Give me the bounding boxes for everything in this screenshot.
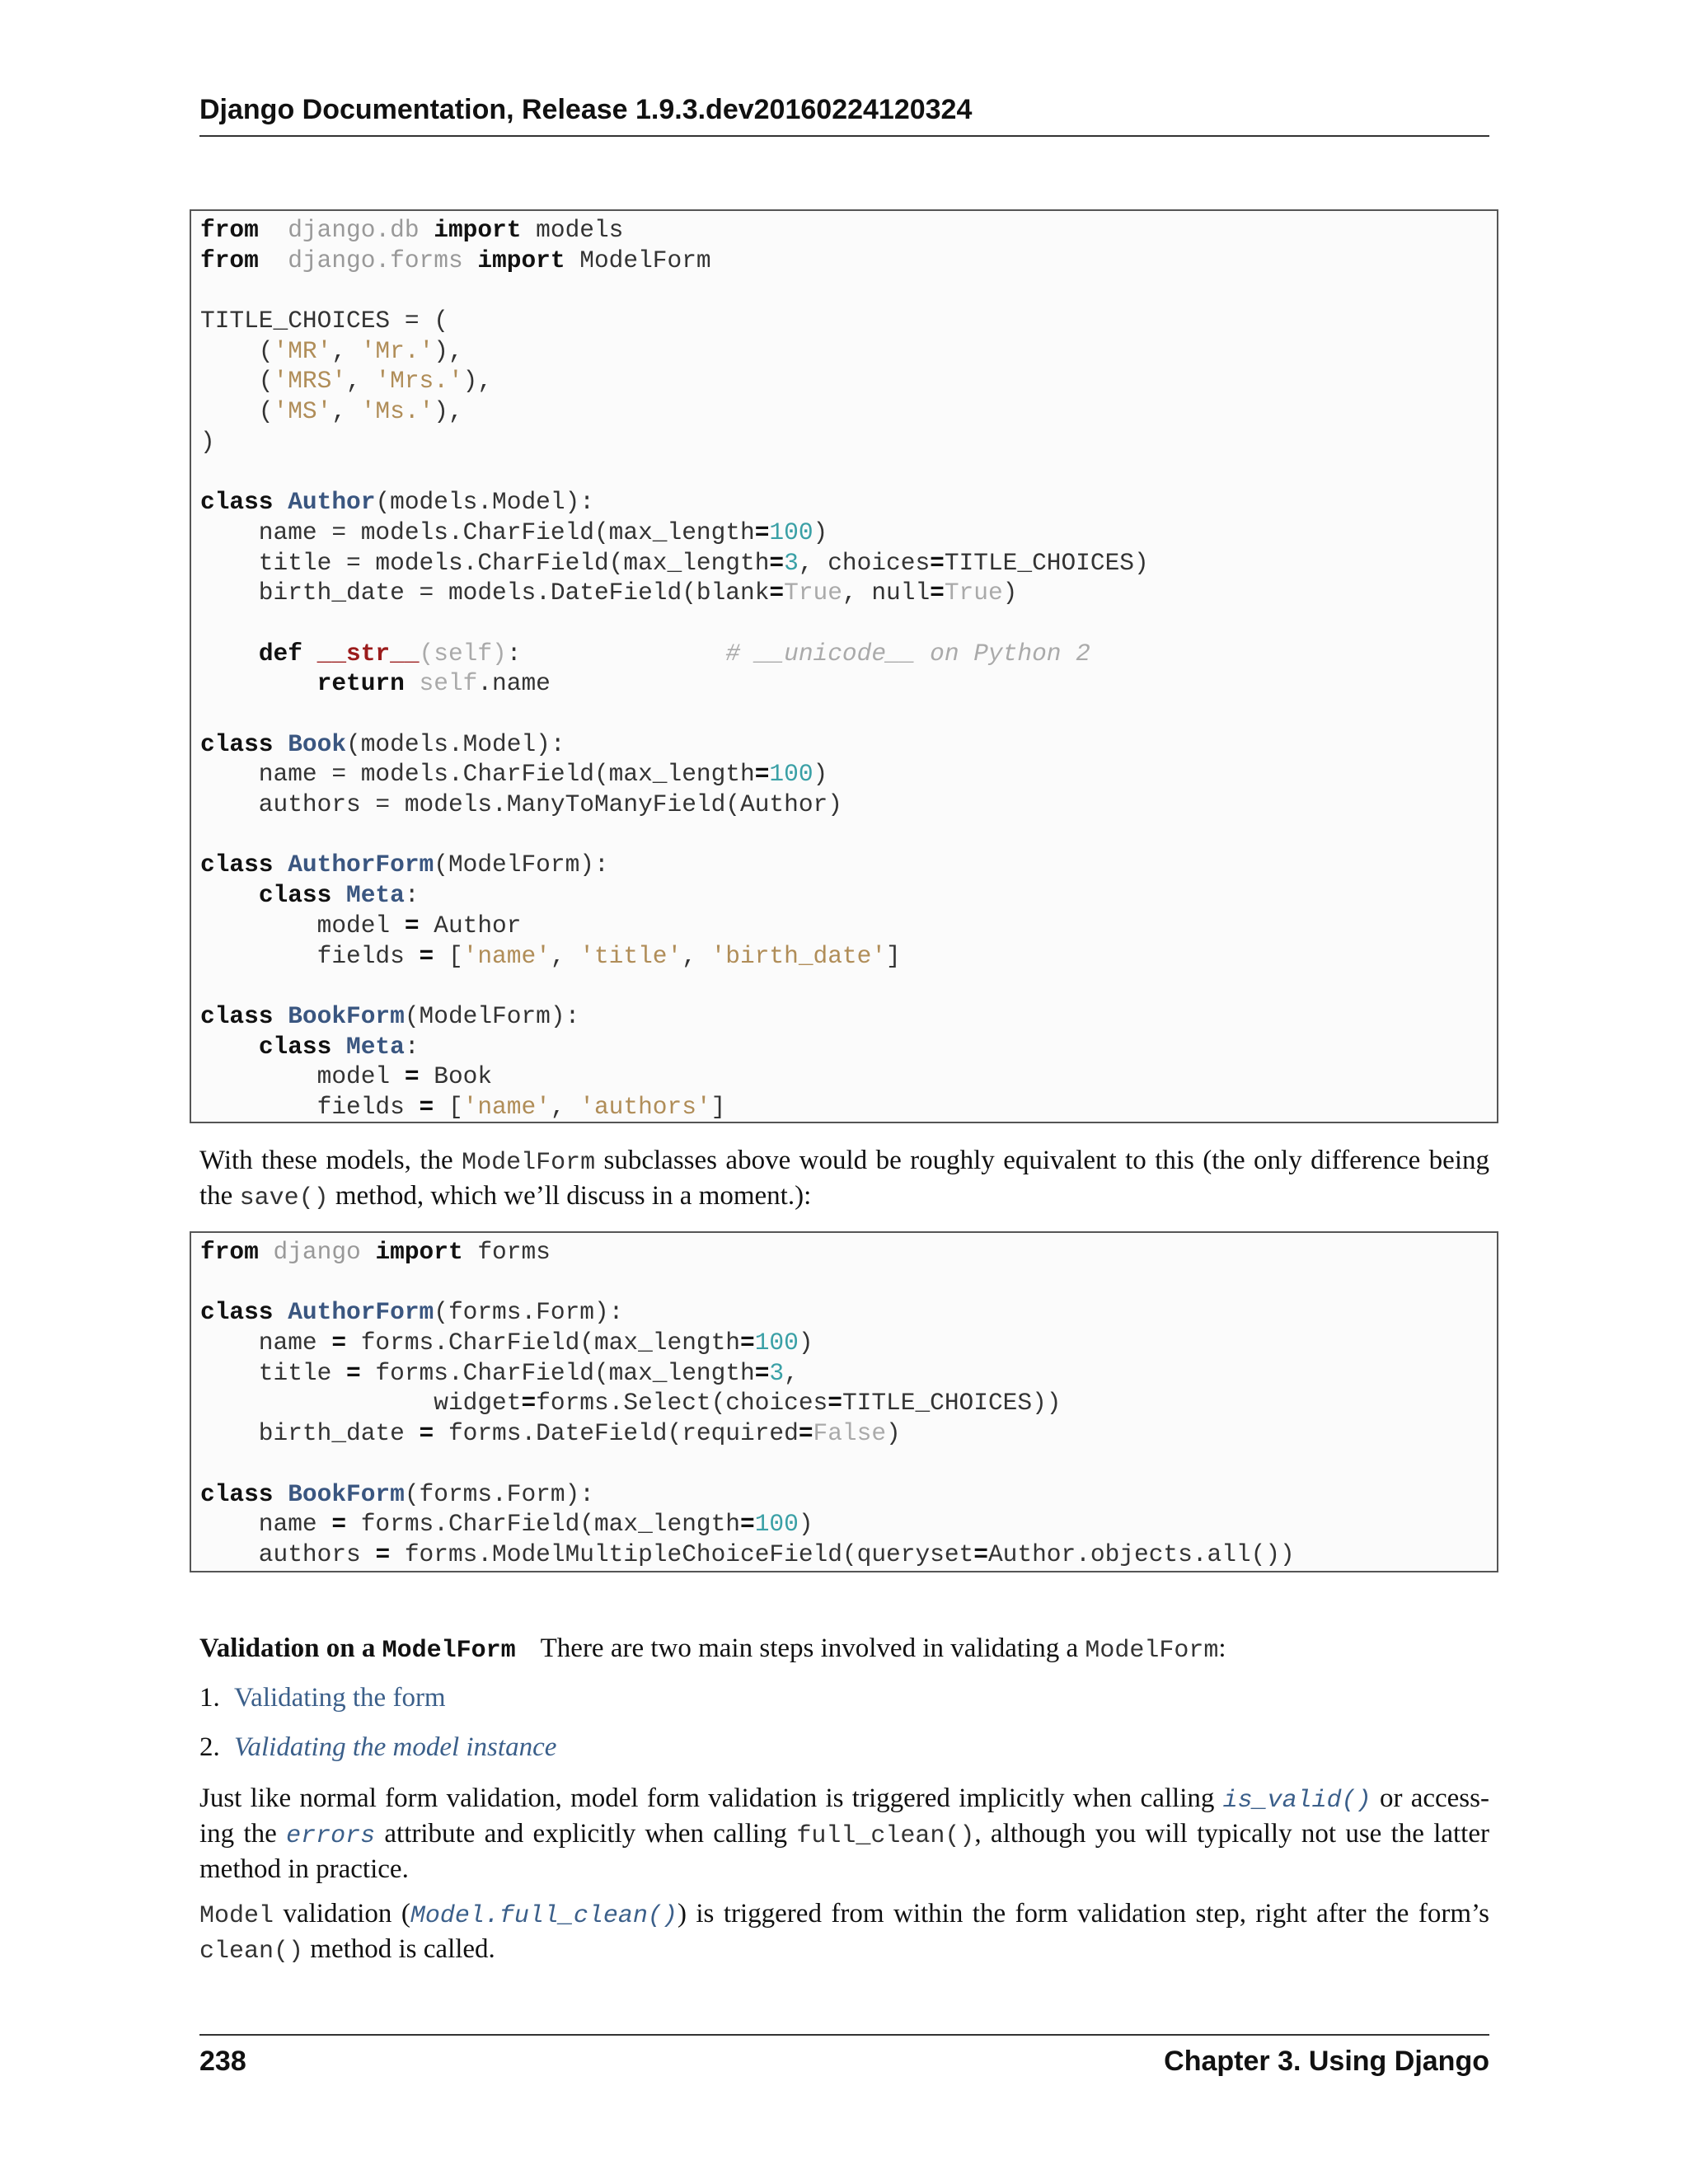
code-line [200,639,1497,669]
code-token: .name [477,669,551,698]
code-line [200,427,1497,457]
code-token: = [331,1329,347,1357]
code-token: title = models.CharField(max_length [200,548,770,577]
code-token: 100 [769,518,814,546]
code-token: [ [434,941,463,970]
code-token: : [404,881,420,910]
code-token: (ModelForm): [434,851,609,879]
code-token [200,669,317,697]
heading-text: Validation on a [199,1633,382,1663]
link-validating-the-form[interactable]: Validating the form [234,1683,446,1713]
code-token [274,1298,288,1326]
code-token: widget [200,1389,522,1418]
code-token [405,669,420,697]
code-line [200,1268,1497,1298]
code-token: 'title' [579,941,682,970]
code-token: self [419,669,478,698]
text: : [1218,1633,1226,1663]
code-token: = [973,1540,988,1568]
list-number: 2. [199,1732,220,1762]
code-token [200,640,259,668]
code-line [200,336,1497,367]
code-token: class [200,1001,274,1030]
section-heading [199,1633,516,1663]
code-token [200,1033,259,1061]
code-line [200,911,1497,941]
running-footer [199,2034,1489,2080]
code-line [200,1540,1497,1570]
code-line [200,578,1497,608]
code-token: , null [842,579,931,607]
code-line [200,668,1497,699]
code-token: from [200,1238,259,1266]
code-token: forms.Select(choices [536,1389,828,1418]
code-token: 'MS' [273,397,332,426]
code-line [200,1237,1497,1268]
code-token: AuthorForm [288,851,434,879]
code-token: Author.objects.all()) [987,1540,1295,1568]
code-token: models [521,216,624,244]
code-line [200,306,1497,336]
text: attribute and explicitly when calling [375,1819,797,1849]
link-errors[interactable]: errors [286,1822,376,1850]
code-line [200,1001,1497,1032]
code-token: = [404,1062,420,1091]
code-line [200,790,1497,820]
code-token: def [258,639,302,668]
code-token: BookForm [288,1001,405,1030]
code-line [200,487,1497,518]
code-token: django [273,1238,361,1266]
code-token: 100 [769,760,814,789]
code-token: (models.Model): [346,729,565,758]
code-token: = [754,1358,770,1387]
code-line [200,759,1497,790]
link-is-valid[interactable]: is_valid() [1222,1787,1372,1815]
code-line [200,1449,1497,1479]
code-token [331,881,346,909]
code-token: , [331,397,361,426]
code-token: ), [434,397,463,426]
code-token: class [258,1032,332,1061]
code-token: ) [798,1329,814,1357]
code-token: birth_date [200,1419,420,1448]
code-token: return [316,669,405,698]
code-line [200,548,1497,579]
code-token: 'MRS' [273,367,347,396]
code-token: 'name' [462,1092,551,1121]
code-token: ] [886,941,901,970]
code-token [302,640,317,668]
code-token: forms [462,1238,551,1266]
code-token: , [784,1358,799,1387]
code-token: 'name' [462,941,551,970]
code-token: ) [813,518,828,546]
code-token: 'Ms.' [360,397,434,426]
code-token: = [930,548,945,577]
code-token: ) [798,1510,814,1539]
code-token: = [419,1092,434,1121]
link-model-full-clean[interactable]: Model.full_clean() [410,1902,678,1930]
code-token: ( [200,397,274,426]
code-token: class [200,488,274,517]
code-token [274,851,288,879]
code-token: = [521,1389,537,1418]
code-token: ), [434,336,463,365]
code-line [200,275,1497,306]
code-token: model [200,911,405,940]
code-token: 'birth_date' [710,941,887,970]
code-token: = [930,579,945,607]
code-token: from [200,246,259,274]
text: , although you will typically not use the latter method in practice. [199,1819,1489,1884]
text: subclasses above would be roughly equivalent to this (the only difference being the [199,1146,1489,1211]
code-line [200,1297,1497,1328]
code-token [361,1238,376,1266]
code-token: (self) [419,639,507,668]
code-token [259,246,288,274]
code-token: ) [813,760,828,789]
code-token: birth_date = models.DateField(blank [200,579,770,607]
code-token: 100 [754,1329,799,1357]
code-token: True [944,579,1003,607]
code-token: # __unicode__ on Python 2 [725,639,1090,668]
code-token: name = models.CharField(max_length [200,518,755,546]
code-token: Author [288,488,376,517]
code-line [200,1358,1497,1389]
code-token: = [754,760,770,789]
code-token: 'authors' [579,1092,711,1121]
code-line [200,971,1497,1001]
code-token: class [200,1479,274,1508]
text: With these models, the [199,1146,462,1175]
code-token: , [550,941,580,970]
code-token: django.db [288,216,420,244]
code-token: ), [462,367,493,396]
code-token: authors [200,1540,376,1568]
text: validation ( [274,1899,410,1929]
code-token [274,730,288,758]
code-token: name = models.CharField(max_length [200,760,755,789]
code-token: = [419,1419,434,1448]
code-token: , choices [798,548,931,577]
code-token: 'Mr.' [360,336,434,365]
code-token: TITLE_CHOICES) [944,548,1149,577]
code-token: ( [200,336,274,365]
code-token: 'MR' [273,336,332,365]
code-token: = [404,911,420,940]
paragraph-model-validation [199,1897,1489,1968]
code-line [200,729,1497,760]
paragraph-form-validation [199,1782,1489,1886]
code-token: Book [419,1062,493,1091]
code-token: = [754,518,770,546]
code-token: : [506,639,726,668]
code-line [200,699,1497,729]
link-validating-the-model-instance[interactable]: Validating the model instance [234,1732,557,1762]
code-token: forms.DateField(required [434,1419,799,1448]
code-token: fields [200,1092,420,1121]
code-line [200,1092,1497,1122]
code-token: __str__ [316,639,420,668]
document-title: Django Documentation, Release 1.9.3.dev20160224120324 [199,94,973,125]
code-line [200,820,1497,851]
chapter-title: Chapter 3. Using Django [1164,2046,1489,2077]
code-token: forms.ModelMultipleChoiceField(queryset [390,1540,974,1568]
code-token: = [798,1419,814,1448]
list-number: 1. [199,1683,220,1713]
inline-code: ModelForm [462,1149,596,1177]
text: method is called. [303,1934,495,1964]
code-token: , [682,941,711,970]
code-line [200,1388,1497,1418]
code-token: False [813,1419,887,1448]
code-line [200,457,1497,488]
page-number: 238 [199,2046,246,2077]
code-token: forms.CharField(max_length [346,1510,741,1539]
code-token: , [331,336,361,365]
heading-code: ModelForm [382,1637,516,1665]
code-token: ) [1002,579,1018,607]
code-line [200,1479,1497,1510]
code-token [259,1238,274,1266]
code-token: 'Mrs.' [375,367,463,396]
code-token: (forms.Form): [404,1479,594,1508]
code-line [200,880,1497,911]
code-token: = [419,941,434,970]
code-line [200,215,1497,246]
inline-code: Model [199,1902,274,1930]
text: ) is triggered from within the form validation step, right after the form’s [677,1899,1489,1929]
code-token: class [200,851,274,879]
running-header [199,91,1489,137]
inline-code: full_clean() [796,1822,975,1850]
code-block-forms [190,1231,1498,1572]
code-token: , [550,1092,580,1121]
code-token: = [769,548,785,577]
code-token: fields [200,941,420,970]
code-token [274,488,288,516]
code-token: Author [419,911,522,940]
code-token: 100 [754,1510,799,1539]
code-line [200,608,1497,639]
code-token: authors = models.ManyToManyField(Author) [200,790,842,819]
code-token: class [200,729,274,758]
list-item [199,1681,446,1714]
code-token: (ModelForm): [404,1001,580,1030]
code-line [200,366,1497,396]
code-token: ( [200,367,274,396]
text: or access-ing the [199,1783,1489,1849]
code-token: ) [886,1419,901,1448]
code-token [463,246,478,274]
code-token: forms.CharField(max_length [346,1329,741,1357]
code-line [200,1062,1497,1092]
code-token: class [200,1298,274,1327]
code-token: AuthorForm [288,1298,434,1327]
code-token: ] [710,1092,726,1121]
code-token [331,1033,346,1061]
paragraph-equivalent-forms [199,1144,1489,1215]
code-line [200,1328,1497,1358]
code-line [200,941,1497,972]
code-token: = [740,1510,755,1539]
code-token [200,881,259,909]
code-token: name [200,1510,332,1539]
code-token: (models.Model): [375,488,594,517]
code-token: Meta [346,1032,405,1061]
text: Just like normal form validation, model form validation is triggered implicitly when calling [199,1783,1223,1813]
code-token: (forms.Form): [434,1298,624,1327]
code-line [200,1509,1497,1540]
text: method, which we’ll discuss in a moment.): [328,1181,812,1211]
code-token: = [331,1510,347,1539]
code-token: TITLE_CHOICES = ( [200,307,448,335]
code-token: import [375,1238,463,1266]
code-token: Meta [346,881,405,910]
inline-code: clean() [199,1938,304,1966]
code-token: ) [200,427,215,456]
code-line [200,1032,1497,1062]
code-token: forms.CharField(max_length [360,1358,755,1387]
code-token: 3 [769,1358,785,1387]
code-line [200,518,1497,548]
code-token: title [200,1358,347,1387]
code-token: from [200,216,259,244]
code-token [259,216,288,244]
code-line [200,396,1497,427]
code-token: True [784,579,842,607]
code-line [200,850,1497,880]
code-token: import [477,246,565,274]
code-token: BookForm [288,1479,405,1508]
code-token [274,1002,288,1030]
code-token: [ [434,1092,463,1121]
code-token: ModelForm [565,246,711,274]
code-token: , [346,367,376,396]
code-token: = [769,579,785,607]
code-token [420,216,434,244]
code-token: = [828,1389,842,1418]
code-token: TITLE_CHOICES)) [842,1389,1062,1418]
code-token: class [258,881,332,910]
code-token: = [740,1329,755,1357]
code-token: Book [288,729,347,758]
validation-section [199,1632,1489,1667]
code-block-models [190,209,1498,1123]
inline-code: save() [239,1184,329,1212]
code-line [200,246,1497,276]
list-item [199,1731,557,1764]
code-token: 3 [784,548,799,577]
text: There are two main steps involved in validating a [540,1633,1085,1663]
code-token: model [200,1062,405,1091]
code-token: = [375,1540,391,1568]
code-token: : [404,1032,420,1061]
code-token: django.forms [288,246,463,274]
inline-code: ModelForm [1085,1637,1219,1665]
code-token: name [200,1329,332,1357]
code-token [274,1480,288,1508]
code-token: import [434,216,522,244]
code-token: = [346,1358,361,1387]
code-line [200,1418,1497,1449]
